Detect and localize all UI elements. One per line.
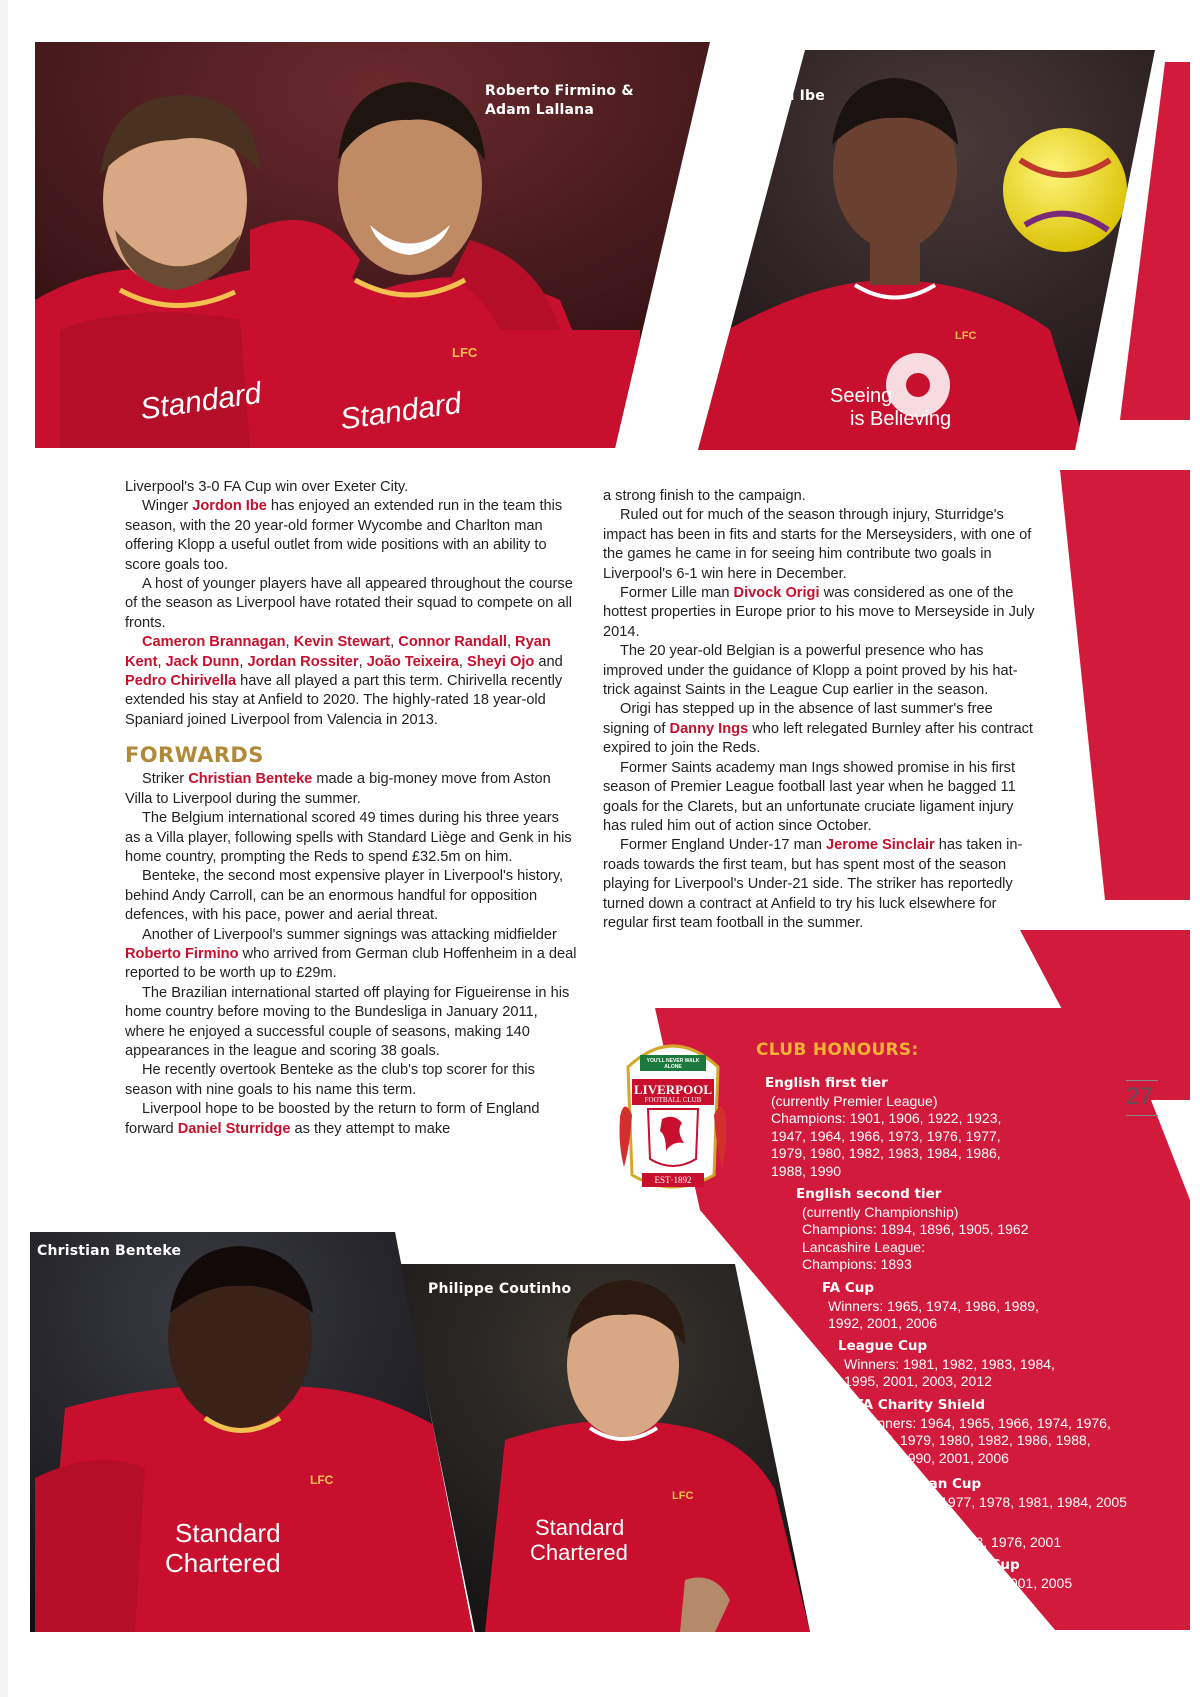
paragraph: Winger Jordon Ibe has enjoyed an extended run in the team this season, with the 20 year-old former Wycombe and Charlton man offering Klopp a useful outlet from wide positions with an ability to score goals too. (125, 498, 563, 573)
honour-line: 1989, 1990, 2001, 2006 (861, 1449, 1009, 1466)
honour-line: Winners: 1977, 1978, 1981, 1984, 2005 (881, 1493, 1127, 1510)
player-name: Connor Randall (398, 634, 507, 651)
sponsor-text: Seeing (830, 385, 893, 407)
player-name: Pedro Chirivella (125, 673, 237, 690)
honour-title: League Cup (838, 1338, 928, 1354)
honour-block (765, 1075, 1001, 1180)
page-number-rule (1126, 1115, 1158, 1116)
paragraph: He recently overtook Benteke as the club's top scorer for this season with nine goals to his name this term. (125, 1062, 535, 1098)
honour-line: 1947, 1964, 1966, 1973, 1976, 1977, (771, 1127, 1001, 1144)
article-column-left (125, 478, 577, 1139)
honour-block (887, 1516, 1061, 1551)
photo-caption: Jordon Ibe (742, 88, 825, 104)
honour-line: 1988, 1990 (771, 1162, 842, 1179)
paragraph: The 20 year-old Belgian is a powerful presence who has improved under the guidance of Klopp a point proved by his hat-trick against Saints in the League Cup earlier in the season. (603, 643, 1018, 699)
section-heading: FORWARDS (125, 743, 264, 768)
photo-jordon-ibe (690, 40, 1160, 460)
paragraph: Another of Liverpool's summer signings was attacking midfielder Roberto Firmino who arrived from German club Hoffenheim in a deal reported to be worth up to £29m. (125, 926, 577, 982)
paragraph: The Belgium international scored 49 times during his three years as a Villa player, following spells with Standard Liège and Genk in his home country, prompting the Reds to spend £32.5m on him. (125, 810, 572, 865)
liverpool-crest-icon (610, 1027, 736, 1197)
crest-established: EST·1892 (654, 1175, 692, 1185)
lfc-text: LFC (310, 1473, 334, 1487)
honour-line: 1977, 1979, 1980, 1982, 1986, 1988, (861, 1432, 1091, 1448)
honour-line: 1992, 2001, 2006 (828, 1315, 937, 1331)
player-name: Ryan Kent (125, 634, 551, 670)
photo-caption: Roberto Firmino & Adam Lallana (485, 83, 634, 118)
paragraph: Ruled out for much of the season through injury, Sturridge's impact has been in fits and starts for the Merseysiders, with one of the games he came in for seeing him contribute two goals in Liverpool's 6-1 win here in December. (603, 507, 1032, 582)
honour-block (796, 1186, 1029, 1274)
player-name: Daniel Sturridge (177, 1120, 291, 1137)
paragraph: Liverpool hope to be boosted by the return to form of England forward Daniel Sturridge as they attempt to make (125, 1101, 540, 1137)
player-name: Roberto Firmino (125, 945, 239, 962)
player-name: Jack Dunn (165, 653, 240, 670)
honour-line: Lancashire League: (802, 1238, 925, 1255)
honour-block (855, 1397, 1111, 1467)
player-name: Cameron Brannagan (142, 634, 286, 651)
honour-block (898, 1557, 1072, 1592)
crest-motto: YOU'LL NEVER WALK ALONE (646, 1058, 700, 1070)
photo-caption: Christian Benteke (37, 1243, 182, 1259)
paragraph: a strong finish to the campaign. (603, 488, 806, 504)
honour-title: FA Cup (822, 1280, 875, 1296)
lfc-text: LFC (672, 1490, 694, 1502)
sponsor-text: Chartered (530, 1540, 628, 1565)
page-number-rule (1126, 1080, 1158, 1081)
honour-title: English second tier (796, 1186, 942, 1202)
sponsor-text: Standard (138, 376, 264, 427)
honours-title: CLUB HONOURS: (756, 1040, 919, 1060)
player-name: João Teixeira (366, 653, 459, 670)
paragraph: A host of younger players have all appeared throughout the course of the season as Liverpool have rotated their squad to compete on all fronts. (125, 576, 573, 631)
article-column-right (603, 487, 1035, 933)
paragraph: Former England Under-17 man Jerome Sinclair has taken in-roads towards the first team, but has spent most of the season playing for Liverpool's Under-21 side. The striker has reportedly turned down a contract at Anfield to try his luck elsewhere for regular first team football in the summer. (603, 837, 1023, 931)
honour-title: FA Charity Shield (855, 1397, 986, 1413)
paragraph: Former Saints academy man Ings showed promise in his first season of Premier League football last year when he bagged 11 goals for the Clarets, but an unfortunate cruciate ligament injury has ruled him out of action since October. (603, 759, 1016, 834)
paragraph: Cameron Brannagan, Kevin Stewart, Connor Randall, Ryan Kent, Jack Dunn, Jordan Rossiter, João Teixeira, Sheyi Ojo and Pedro Chirivella have all played a part this term. Chirivella recently extended his stay at Anfield to 2020. The highly-rated 18 year-old Spaniard joined Liverpool from Valencia in 2013. (125, 634, 563, 728)
paragraph: Liverpool's 3-0 FA Cup win over Exeter City. (125, 479, 409, 495)
player-name: Jordan Rossiter (247, 653, 359, 670)
honour-title: European Cup (875, 1476, 982, 1492)
honour-line: Winners: 1973, 1976, 2001 (893, 1533, 1062, 1550)
photo-caption: Philippe Coutinho (428, 1281, 572, 1297)
player-name: Christian Benteke (188, 771, 313, 788)
honour-block (838, 1338, 1055, 1391)
honour-line: Winners: 1964, 1965, 1966, 1974, 1976, (861, 1414, 1111, 1431)
honour-title: UEFA Cup (887, 1516, 960, 1532)
page-number: 27 (1126, 1083, 1153, 1110)
paragraph: Striker Christian Benteke made a big-money move from Aston Villa to Liverpool during the summer. (125, 771, 551, 807)
player-name: Divock Origi (733, 585, 820, 602)
player-name: Sheyi Ojo (467, 653, 535, 670)
honour-title: UEFA Super Cup (898, 1557, 1020, 1573)
honour-line: 1995, 2001, 2003, 2012 (844, 1373, 992, 1389)
honour-line: Winners: 1965, 1974, 1986, 1989, (828, 1297, 1039, 1314)
crest-subtitle: FOOTBALL CLUB (644, 1096, 702, 1104)
sponsor-text: Standard (535, 1515, 625, 1540)
honour-line: (currently Premier League) (771, 1092, 938, 1109)
paragraph: The Brazilian international started off playing for Figueirense in his home country before moving to the Bundesliga in January 2011, where he enjoyed a successful couple of seasons, making 140 appearances in the league and scoring 38 goals. (125, 984, 570, 1059)
honour-line: Champions: 1893 (802, 1256, 912, 1272)
paragraph: Former Lille man Divock Origi was considered as one of the hottest properties in Europe prior to his move to Merseyside in July 2014. (603, 585, 1035, 640)
paragraph: Origi has stepped up in the absence of last summer's free signing of Danny Ings who left relegated Burnley after his contract expired to join the Reds. (603, 701, 1033, 757)
paragraph: Benteke, the second most expensive player in Liverpool's history, behind Andy Carroll, can be an enormous handful for opposition defences, with his pace, power and aerial threat. (125, 868, 564, 924)
lfc-text: LFC (955, 330, 977, 342)
honour-line: Champions: 1894, 1896, 1905, 1962 (802, 1221, 1029, 1237)
honour-line: Champions: 1901, 1906, 1922, 1923, (771, 1110, 1002, 1126)
photo-firmino-lallana (0, 0, 760, 450)
crest-club-name: LIVERPOOL (633, 1082, 712, 1097)
honour-block (822, 1280, 1039, 1333)
photo-philippe-coutinho (395, 1260, 815, 1632)
player-name: Jerome Sinclair (826, 837, 935, 854)
player-name: Kevin Stewart (293, 634, 391, 651)
sponsor-text: is Believing (850, 408, 952, 430)
player-name: Jordon Ibe (192, 498, 267, 515)
honour-line: Winners: 1977, 2001, 2005 (904, 1574, 1073, 1591)
sponsor-text: Standard (338, 386, 464, 437)
player-name: Danny Ings (669, 720, 749, 737)
lfc-text: LFC (452, 345, 478, 360)
honour-line: 1979, 1980, 1982, 1983, 1984, 1986, (771, 1145, 1001, 1161)
honour-line: Winners: 1981, 1982, 1983, 1984, (844, 1355, 1055, 1372)
honour-block (875, 1476, 1127, 1511)
honour-title: English first tier (765, 1075, 888, 1091)
sponsor-text: Chartered (165, 1548, 281, 1578)
sponsor-text: Standard (175, 1518, 281, 1548)
honour-line: (currently Championship) (802, 1203, 959, 1220)
